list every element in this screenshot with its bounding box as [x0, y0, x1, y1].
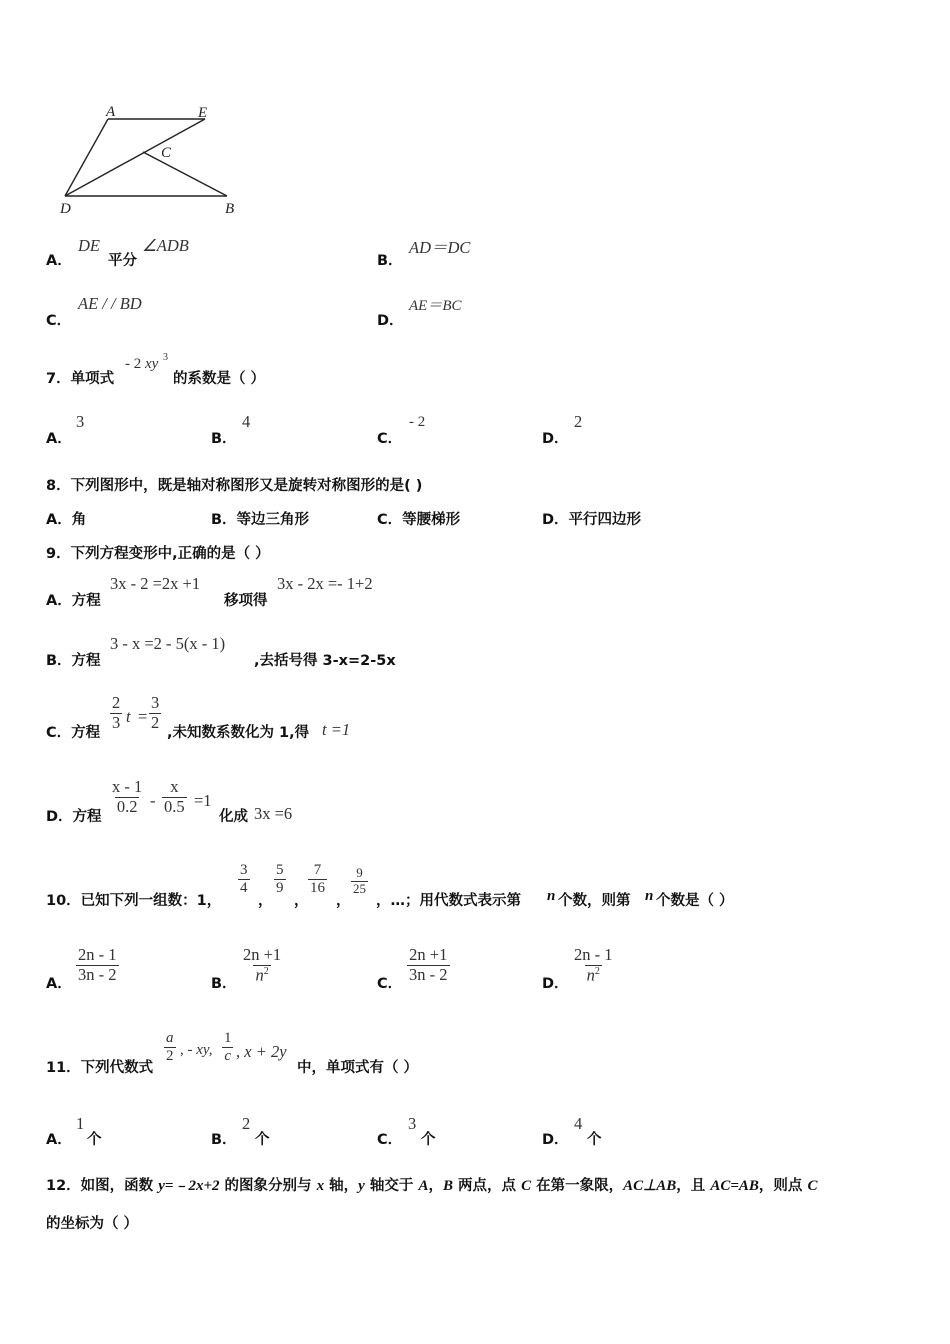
label-D: D	[60, 201, 71, 217]
q11-b-letter: B．	[211, 1132, 237, 1148]
q11-frac-1-num-text: a	[166, 1030, 174, 1046]
q10-frac-3	[308, 862, 327, 898]
q10-frac-2	[274, 862, 286, 898]
q12-s1: 12．如图，函数	[46, 1178, 159, 1194]
label-A: A	[106, 104, 116, 120]
q10-d-den-exp: 2	[594, 965, 600, 977]
q10-b-num: 2n +1	[243, 945, 282, 964]
q6-a-math1: DE	[78, 236, 100, 255]
q7-expr-exp: 3	[163, 352, 168, 363]
q11-stem	[46, 1030, 546, 1080]
q11-mid: , - xy,	[180, 1042, 213, 1058]
q7-expr-coef: - 2	[125, 356, 142, 372]
q9-d-frac1-den: 0.2	[116, 796, 138, 816]
q11-pre: 11．下列代数式	[46, 1060, 154, 1076]
q7-a-value: 3	[76, 412, 85, 431]
q11-tail: , x + 2y	[236, 1042, 287, 1061]
q9-d-frac1-num: x - 1	[112, 777, 143, 796]
segment-CB	[143, 152, 227, 196]
q7-stem-pre: 7．单项式	[46, 371, 115, 387]
q10-b-letter: B．	[211, 976, 237, 992]
q9-c-frac1	[110, 694, 122, 733]
q7-stem	[46, 352, 346, 387]
q11-frac-2-num: 1	[224, 1030, 232, 1046]
q7-a-letter: A．	[46, 431, 72, 447]
q10-sep-1: ，	[258, 893, 273, 909]
q10-option-c[interactable]	[377, 946, 497, 996]
q10-frac-1-num: 3	[240, 862, 248, 878]
q10-frac-2-num: 5	[276, 862, 284, 878]
q11-a-value: 1	[76, 1114, 85, 1133]
label-B: B	[225, 201, 235, 217]
q10-frac-3-num: 7	[313, 862, 322, 878]
q9-b-pre: B．方程	[46, 653, 101, 669]
q10-d-letter: D．	[542, 976, 569, 992]
q10-stem	[46, 860, 926, 912]
q12-stem-line2: 的坐标为（ ）	[46, 1216, 139, 1232]
q10-frac-4	[351, 866, 368, 897]
q10-option-a[interactable]	[46, 946, 166, 996]
q11-frac-2-den	[222, 1047, 233, 1065]
q9-c-frac2-num: 3	[151, 693, 160, 712]
q11-frac-2-den-text: c	[224, 1048, 232, 1065]
q6-b-letter: B．	[377, 253, 403, 269]
q10-post1: ，…；用代数式表示第	[376, 893, 521, 909]
q6-c-letter: C．	[46, 313, 72, 329]
q10-b-frac	[241, 946, 283, 985]
label-C: C	[161, 145, 172, 161]
q6-d-letter: D．	[377, 313, 404, 329]
q12-s4: 轴交于	[364, 1178, 419, 1194]
q7-stem-post: 的系数是（ ）	[173, 371, 266, 387]
q6-b-math: AD＝DC	[409, 238, 471, 257]
q9-c-post: ,未知数系数化为 1,得	[167, 725, 310, 741]
q12-s5: ，	[428, 1178, 443, 1194]
q9-d-frac2-num: x	[170, 777, 179, 796]
q10-a-num: 2n - 1	[78, 945, 117, 964]
q10-frac-1-den: 4	[240, 880, 248, 897]
q11-b-unit: 个	[255, 1132, 270, 1148]
label-E: E	[198, 105, 208, 121]
q6-d-math: AE＝BC	[409, 298, 462, 314]
q10-b-den: n	[255, 965, 264, 985]
q8-stem: 8．下列图形中，既是轴对称图形又是旋转对称图形的是( )	[46, 478, 423, 494]
q9-c-var: t	[126, 707, 131, 726]
q11-b-value: 2	[242, 1114, 251, 1133]
q10-a-den: 3n - 2	[78, 964, 117, 984]
q10-sep-3: ，	[336, 893, 351, 909]
q9-c-frac2-den: 2	[151, 712, 160, 732]
q9-stem: 9．下列方程变形中,正确的是（ ）	[46, 546, 270, 562]
q10-a-frac	[76, 946, 119, 985]
q9-option-d[interactable]	[46, 778, 446, 828]
q10-frac-4-den: 25	[353, 880, 366, 896]
q10-n-1: n	[547, 888, 556, 904]
q7-expr-var: xy	[145, 356, 159, 372]
q12-s7: 在第一象限，	[531, 1178, 624, 1194]
q9-c-eq: =	[138, 707, 148, 726]
q10-option-d[interactable]	[542, 946, 662, 996]
q9-option-c[interactable]	[46, 694, 446, 744]
q9-c-frac2	[149, 694, 161, 733]
triangle-figure	[55, 100, 255, 220]
q11-frac-2	[222, 1030, 234, 1066]
q12-pt-b: B	[442, 1178, 453, 1194]
q10-d-frac	[572, 946, 615, 985]
q12-rel2: AC=AB	[710, 1178, 759, 1194]
q9-d-eq: =1	[194, 791, 212, 810]
q9-a-mid: 移项得	[224, 593, 268, 609]
q10-a-letter: A．	[46, 976, 72, 992]
q6-a-text: 平分	[108, 253, 137, 269]
q8-option-c[interactable]: C．等腰梯形	[377, 512, 461, 528]
q7-c-value: - 2	[409, 414, 426, 430]
q10-d-num: 2n - 1	[574, 945, 613, 964]
q10-frac-4-num: 9	[356, 865, 363, 880]
q7-c-letter: C．	[377, 431, 403, 447]
q12-x: x	[316, 1178, 325, 1194]
q9-d-frac2	[162, 778, 187, 817]
q10-sep-2: ，	[294, 893, 309, 909]
q9-c-frac1-num: 2	[112, 693, 121, 712]
q12-s2: 的图象分别与	[219, 1178, 317, 1194]
q12-s3: 轴，	[324, 1178, 359, 1194]
q12-function: y=﹣2x+2	[158, 1178, 220, 1194]
q6-a-letter: A．	[46, 253, 72, 269]
q8-option-d[interactable]: D．平行四边形	[542, 512, 642, 528]
q10-post3: 个数是（ ）	[656, 893, 734, 909]
q8-option-b[interactable]: B．等边三角形	[211, 512, 310, 528]
q9-c-pre: C．方程	[46, 725, 101, 741]
q12-pt-c: C	[521, 1178, 532, 1194]
q10-pre: 10．已知下列一组数：1，	[46, 893, 222, 909]
q7-d-letter: D．	[542, 431, 569, 447]
q10-d-den: n	[586, 965, 595, 985]
q11-frac-1	[164, 1030, 176, 1066]
q10-c-frac	[407, 946, 450, 985]
q9-d-result: 3x =6	[254, 804, 293, 823]
q10-b-den-wrap	[253, 965, 270, 985]
q11-a-unit: 个	[87, 1132, 102, 1148]
q11-d-letter: D．	[542, 1132, 569, 1148]
q9-d-frac1	[110, 778, 144, 817]
q11-c-value: 3	[408, 1114, 417, 1133]
q6-c-math: AE / / BD	[78, 294, 142, 313]
q10-c-letter: C．	[377, 976, 403, 992]
q9-b-eq: 3 - x =2 - 5(x - 1)	[110, 634, 226, 653]
q7-d-value: 2	[574, 412, 583, 431]
q9-d-pre: D．方程	[46, 809, 102, 825]
q9-c-result: t =1	[322, 720, 351, 739]
q10-frac-3-den: 16	[310, 880, 325, 897]
q12-pt-a: A	[418, 1178, 429, 1194]
q11-c-letter: C．	[377, 1132, 403, 1148]
q11-c-unit: 个	[421, 1132, 436, 1148]
q9-a-eq2: 3x - 2x =- 1+2	[277, 574, 373, 593]
q9-a-pre: A．方程	[46, 593, 101, 609]
q10-c-num: 2n +1	[409, 945, 448, 964]
q10-d-den-wrap	[585, 965, 602, 985]
q9-d-frac2-den: 0.5	[164, 796, 185, 816]
q11-d-value: 4	[574, 1114, 583, 1133]
q10-b-den-exp: 2	[263, 965, 269, 977]
q11-frac-1-den: 2	[166, 1048, 174, 1065]
q9-option-a[interactable]	[46, 574, 446, 609]
q12-s9: ，则点	[758, 1178, 808, 1194]
q9-a-eq1: 3x - 2 =2x +1	[110, 574, 201, 593]
q11-frac-1-num	[164, 1030, 176, 1047]
q7-b-letter: B．	[211, 431, 237, 447]
q10-c-den: 3n - 2	[409, 964, 448, 984]
q12-rel1: AC⊥AB	[623, 1178, 677, 1194]
q11-d-unit: 个	[587, 1132, 602, 1148]
q12-stem-line1	[46, 1174, 817, 1195]
q7-b-value: 4	[242, 412, 251, 431]
q9-option-b[interactable]	[46, 634, 446, 669]
q10-frac-1	[238, 862, 250, 898]
q9-d-minus: -	[150, 791, 156, 810]
q10-frac-2-den: 9	[276, 880, 284, 897]
q6-a-math2: ∠ADB	[142, 236, 189, 255]
q12-s6: 两点，点	[452, 1178, 522, 1194]
q9-d-post: 化成	[219, 809, 248, 825]
q8-option-a[interactable]: A．角	[46, 512, 87, 528]
q12-y: y	[358, 1178, 365, 1194]
q12-s8: ，且	[676, 1178, 711, 1194]
q10-post2: 个数，则第	[558, 893, 631, 909]
q11-post: 中，单项式有（ ）	[297, 1060, 419, 1076]
q12-pt-c2: C	[807, 1178, 818, 1194]
q9-b-post: ,去括号得 3-x=2-5x	[254, 653, 396, 669]
q9-c-frac1-den: 3	[112, 712, 121, 732]
q11-a-letter: A．	[46, 1132, 72, 1148]
q10-n-2: n	[645, 888, 654, 904]
q10-option-b[interactable]	[211, 946, 331, 996]
